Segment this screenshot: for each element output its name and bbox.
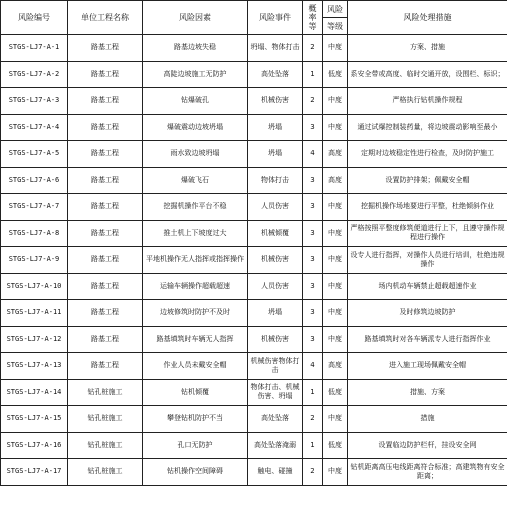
cell-event: 机械伤害 — [248, 88, 303, 115]
cell-unit: 路基工程 — [68, 141, 143, 168]
cell-measure: 系安全带或高度、临时交通开放，设围栏、标识； — [348, 61, 507, 88]
cell-risk-level: 高度 — [323, 353, 348, 380]
cell-unit: 路基工程 — [68, 326, 143, 353]
cell-unit: 钻孔桩施工 — [68, 432, 143, 459]
cell-code: STGS-LJ7-A-14 — [1, 379, 68, 406]
cell-code: STGS-LJ7-A-16 — [1, 432, 68, 459]
cell-probability: 3 — [303, 194, 323, 221]
header-risk: 风险 — [323, 1, 348, 18]
cell-probability: 3 — [303, 220, 323, 247]
cell-event: 高处坠落 — [248, 406, 303, 433]
cell-measure: 挖掘机操作场地要进行平整，杜绝倾斜作业 — [348, 194, 507, 221]
cell-event: 高处坠落淹溺 — [248, 432, 303, 459]
cell-measure: 方案、措施 — [348, 35, 507, 62]
cell-risk-level: 低度 — [323, 61, 348, 88]
cell-measure: 设专人进行指挥，对操作人员进行培训，杜绝违规操作 — [348, 247, 507, 274]
cell-risk-level: 高度 — [323, 167, 348, 194]
table-row — [1, 379, 507, 406]
cell-code: STGS-LJ7-A-15 — [1, 406, 68, 433]
cell-unit: 路基工程 — [68, 114, 143, 141]
cell-unit: 路基工程 — [68, 273, 143, 300]
table-row — [1, 300, 507, 327]
cell-event: 机械倾覆 — [248, 220, 303, 247]
cell-risk-level: 中度 — [323, 220, 348, 247]
cell-measure: 严格执行钻机操作规程 — [348, 88, 507, 115]
cell-factor: 攀登钻机防护不当 — [143, 406, 248, 433]
cell-measure: 及时修筑边坡防护 — [348, 300, 507, 327]
cell-unit: 路基工程 — [68, 167, 143, 194]
table-row — [1, 141, 507, 168]
cell-unit: 钻孔桩施工 — [68, 379, 143, 406]
cell-probability: 2 — [303, 88, 323, 115]
cell-code: STGS-LJ7-A-11 — [1, 300, 68, 327]
cell-code: STGS-LJ7-A-7 — [1, 194, 68, 221]
table-row — [1, 220, 507, 247]
cell-code: STGS-LJ7-A-6 — [1, 167, 68, 194]
cell-unit: 路基工程 — [68, 220, 143, 247]
cell-measure: 措施 — [348, 406, 507, 433]
cell-event: 坍塌 — [248, 114, 303, 141]
cell-factor: 爆破震动边坡坍塌 — [143, 114, 248, 141]
cell-unit: 路基工程 — [68, 194, 143, 221]
cell-code: STGS-LJ7-A-9 — [1, 247, 68, 274]
cell-event: 高处坠落 — [248, 61, 303, 88]
cell-code: STGS-LJ7-A-13 — [1, 353, 68, 380]
cell-probability: 3 — [303, 167, 323, 194]
cell-factor: 路基填筑时车辆无人指挥 — [143, 326, 248, 353]
cell-risk-level: 中度 — [323, 194, 348, 221]
cell-event: 人员伤害 — [248, 273, 303, 300]
cell-code: STGS-LJ7-A-10 — [1, 273, 68, 300]
cell-factor: 推土机上下坡度过大 — [143, 220, 248, 247]
table-row — [1, 273, 507, 300]
cell-risk-level: 中度 — [323, 406, 348, 433]
cell-factor: 作业人员未戴安全帽 — [143, 353, 248, 380]
cell-factor: 路基边坡失稳 — [143, 35, 248, 62]
cell-probability: 3 — [303, 273, 323, 300]
cell-risk-level: 中度 — [323, 114, 348, 141]
cell-factor: 钻机操作空间障碍 — [143, 459, 248, 486]
cell-risk-level: 中度 — [323, 300, 348, 327]
header-probability: 概率等 — [303, 1, 323, 35]
cell-event: 坍塌 — [248, 300, 303, 327]
table-row — [1, 35, 507, 62]
cell-event: 人员伤害 — [248, 194, 303, 221]
table-row — [1, 88, 507, 115]
cell-code: STGS-LJ7-A-3 — [1, 88, 68, 115]
cell-factor: 挖掘机操作平台不稳 — [143, 194, 248, 221]
cell-unit: 路基工程 — [68, 88, 143, 115]
cell-unit: 钻孔桩施工 — [68, 406, 143, 433]
table-row — [1, 432, 507, 459]
cell-probability: 4 — [303, 141, 323, 168]
cell-risk-level: 中度 — [323, 35, 348, 62]
cell-probability: 3 — [303, 300, 323, 327]
table-row — [1, 247, 507, 274]
cell-measure: 场内机动车辆禁止超载超速作业 — [348, 273, 507, 300]
cell-factor: 钻爆破孔 — [143, 88, 248, 115]
cell-code: STGS-LJ7-A-4 — [1, 114, 68, 141]
cell-risk-level: 中度 — [323, 273, 348, 300]
cell-risk-level: 中度 — [323, 88, 348, 115]
cell-risk-level: 低度 — [323, 379, 348, 406]
table-row — [1, 353, 507, 380]
cell-probability: 1 — [303, 61, 323, 88]
header-code: 风险编号 — [1, 1, 68, 35]
cell-probability: 2 — [303, 406, 323, 433]
cell-measure: 措施、方案 — [348, 379, 507, 406]
table-row — [1, 326, 507, 353]
cell-measure: 通过试爆控制装药量，将边坡震动影响至最小 — [348, 114, 507, 141]
cell-probability: 2 — [303, 35, 323, 62]
cell-event: 触电、碰撞 — [248, 459, 303, 486]
cell-risk-level: 中度 — [323, 247, 348, 274]
cell-event: 坍塌 — [248, 141, 303, 168]
cell-probability: 1 — [303, 432, 323, 459]
cell-unit: 路基工程 — [68, 35, 143, 62]
cell-event: 物体打击 — [248, 167, 303, 194]
cell-probability: 3 — [303, 114, 323, 141]
cell-code: STGS-LJ7-A-12 — [1, 326, 68, 353]
table-row — [1, 459, 507, 486]
table-row — [1, 61, 507, 88]
cell-risk-level: 中度 — [323, 326, 348, 353]
cell-risk-level: 低度 — [323, 432, 348, 459]
cell-factor: 平地机操作无人指挥或指挥操作 — [143, 247, 248, 274]
cell-code: STGS-LJ7-A-5 — [1, 141, 68, 168]
cell-probability: 1 — [303, 379, 323, 406]
cell-event: 机械伤害 — [248, 247, 303, 274]
header-risk-level: 等级 — [323, 18, 348, 35]
header-unit: 单位工程名称 — [68, 1, 143, 35]
cell-event: 机械伤害 — [248, 326, 303, 353]
cell-unit: 路基工程 — [68, 300, 143, 327]
cell-measure: 定期对边坡稳定性进行检查，及时防护施工 — [348, 141, 507, 168]
cell-code: STGS-LJ7-A-2 — [1, 61, 68, 88]
cell-code: STGS-LJ7-A-1 — [1, 35, 68, 62]
header-factor: 风险因素 — [143, 1, 248, 35]
cell-factor: 雨水致边坡坍塌 — [143, 141, 248, 168]
cell-measure: 钻机距离高压电线距离符合标准；高建筑物有安全距离； — [348, 459, 507, 486]
cell-factor: 边坡修筑时防护不及时 — [143, 300, 248, 327]
cell-event: 机械伤害物体打击 — [248, 353, 303, 380]
table-row — [1, 114, 507, 141]
cell-probability: 2 — [303, 459, 323, 486]
cell-risk-level: 中度 — [323, 459, 348, 486]
cell-factor: 孔口无防护 — [143, 432, 248, 459]
table-body — [1, 35, 507, 486]
cell-unit: 路基工程 — [68, 353, 143, 380]
cell-code: STGS-LJ7-A-17 — [1, 459, 68, 486]
cell-code: STGS-LJ7-A-8 — [1, 220, 68, 247]
cell-probability: 4 — [303, 353, 323, 380]
cell-event: 坍塌、物体打击 — [248, 35, 303, 62]
cell-measure: 严格按照平整度修筑便道进行上下，且遵守操作规程进行操作 — [348, 220, 507, 247]
cell-risk-level: 高度 — [323, 141, 348, 168]
cell-unit: 钻孔桩施工 — [68, 459, 143, 486]
header-row — [1, 1, 507, 18]
cell-probability: 3 — [303, 247, 323, 274]
cell-factor: 钻机倾覆 — [143, 379, 248, 406]
cell-unit: 路基工程 — [68, 247, 143, 274]
cell-factor: 运输车辆操作超载超速 — [143, 273, 248, 300]
cell-factor: 爆破飞石 — [143, 167, 248, 194]
header-event: 风险事件 — [248, 1, 303, 35]
cell-measure: 设置防护排架；佩戴安全帽 — [348, 167, 507, 194]
cell-event: 物体打击、机械伤害、坍塌 — [248, 379, 303, 406]
cell-measure: 设置临边防护栏杆，挂设安全网 — [348, 432, 507, 459]
header-measure: 风险处理措施 — [348, 1, 507, 35]
cell-probability: 3 — [303, 326, 323, 353]
cell-measure: 进入施工现场佩戴安全帽 — [348, 353, 507, 380]
table-row — [1, 167, 507, 194]
cell-unit: 路基工程 — [68, 61, 143, 88]
cell-measure: 路基填筑时对各车辆派专人进行指挥作业 — [348, 326, 507, 353]
table-row — [1, 406, 507, 433]
cell-factor: 高陡边坡施工无防护 — [143, 61, 248, 88]
table-row — [1, 194, 507, 221]
